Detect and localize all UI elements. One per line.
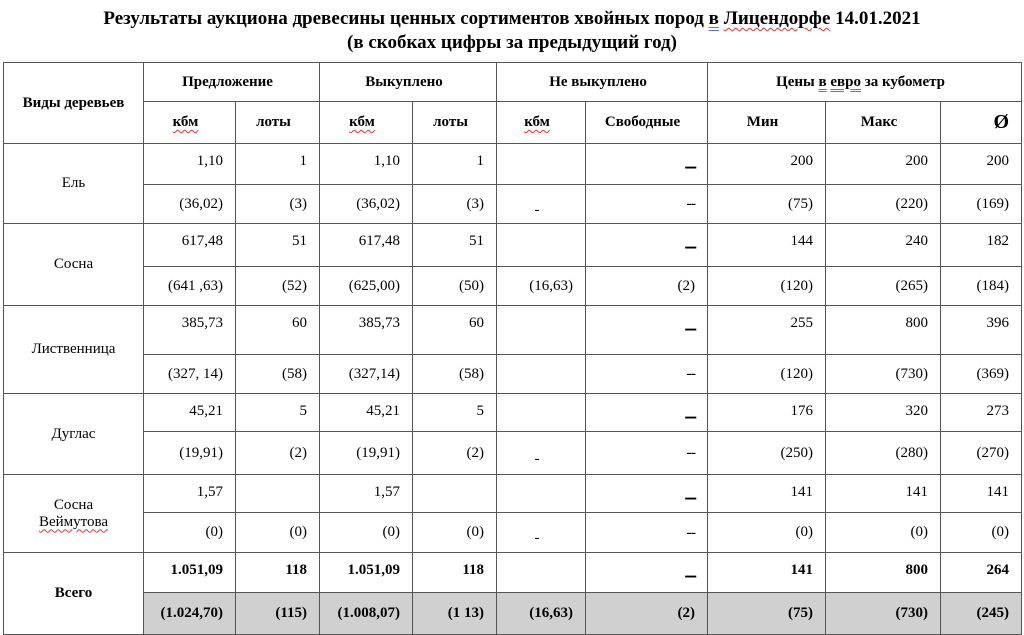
row-prev-empty-mark: --: [686, 523, 696, 541]
row-cur-offer-lots: [236, 475, 320, 513]
species-1-current-row: [4, 224, 1022, 267]
header-max: Макс: [826, 102, 941, 144]
row-cur-bought-lots: [413, 475, 497, 513]
total-prev-bought-kbm: (1.008,07): [320, 593, 413, 635]
row-cur-avg: 182: [941, 224, 1022, 267]
row-prev-bought-kbm: (625,00): [320, 267, 413, 306]
species-4-current-row: [4, 475, 1022, 513]
total-prev-min: (75): [708, 593, 826, 635]
header-row-1: [4, 63, 1022, 102]
row-prev-notbought-kbm: (16,63): [497, 267, 586, 306]
row-cur-notbought-kbm: [497, 394, 586, 432]
row-prev-empty-mark: --: [686, 444, 696, 461]
row-prev-notbought-kbm: [497, 355, 586, 394]
row-prev-empty-mark: --: [686, 195, 696, 212]
row-prev-max: (265): [826, 267, 941, 306]
row-cur-notbought-kbm: [497, 306, 586, 355]
row-cur-empty-mark: --: [684, 484, 696, 509]
row-prev-max: (220): [826, 185, 941, 224]
row-cur-empty-mark: --: [684, 403, 696, 428]
total-prev-notbought-kbm: (16,63): [497, 593, 586, 635]
row-cur-max: 141: [826, 475, 941, 513]
row-prev-avg: (169): [941, 185, 1022, 224]
total-prev-avg: (245): [941, 593, 1022, 635]
row-prev-min: (75): [708, 185, 826, 224]
row-cur-avg: 141: [941, 475, 1022, 513]
species-name: Сосна Веймутова: [4, 475, 144, 553]
row-cur-max: 320: [826, 394, 941, 432]
total-cur-max: 800: [826, 553, 941, 593]
row-prev-bought-kbm: (19,91): [320, 432, 413, 475]
row-cur-offer-lots: 5: [236, 394, 320, 432]
header-row-2: [4, 102, 1022, 144]
row-prev-free: [586, 432, 708, 475]
row-cur-offer-kbm: 385,73: [144, 306, 236, 355]
row-cur-max: 200: [826, 144, 941, 185]
row-prev-notbought-kbm: -: [497, 513, 586, 553]
species-3-previous-row: [4, 432, 1022, 475]
row-prev-notbought-kbm: -: [497, 432, 586, 475]
title-line-1: [0, 0, 1024, 31]
title-in: в: [708, 8, 719, 29]
species-name: Ель: [4, 144, 144, 224]
row-prev-bought-lots: (2): [413, 432, 497, 475]
header-offer: Предложение: [144, 63, 320, 102]
row-prev-bought-lots: (3): [413, 185, 497, 224]
document-title: [0, 0, 1024, 56]
row-prev-avg: (369): [941, 355, 1022, 394]
row-cur-notbought-kbm: [497, 224, 586, 267]
row-cur-bought-kbm: 45,21: [320, 394, 413, 432]
species-2-previous-row: [4, 355, 1022, 394]
header-not-bought: Не выкуплено: [497, 63, 708, 102]
species-2-current-row: [4, 306, 1022, 355]
row-cur-bought-kbm: 1,57: [320, 475, 413, 513]
row-cur-offer-kbm: 1,57: [144, 475, 236, 513]
row-prev-offer-lots: (52): [236, 267, 320, 306]
row-prev-offer-kbm: (641 ,63): [144, 267, 236, 306]
row-prev-bought-lots: (0): [413, 513, 497, 553]
row-cur-min: 255: [708, 306, 826, 355]
row-cur-avg: 396: [941, 306, 1022, 355]
total-cur-offer-lots: 118: [236, 553, 320, 593]
total-prev-free: (2): [586, 593, 708, 635]
row-cur-offer-lots: 60: [236, 306, 320, 355]
row-prev-offer-lots: (2): [236, 432, 320, 475]
total-cur-bought-kbm: 1.051,09: [320, 553, 413, 593]
row-cur-offer-kbm: 45,21: [144, 394, 236, 432]
row-prev-bought-kbm: (327,14): [320, 355, 413, 394]
row-prev-min: (0): [708, 513, 826, 553]
row-cur-bought-lots: 5: [413, 394, 497, 432]
row-prev-min: (120): [708, 355, 826, 394]
row-cur-min: 144: [708, 224, 826, 267]
row-prev-avg: (0): [941, 513, 1022, 553]
row-cur-free: [586, 306, 708, 355]
row-cur-bought-kbm: 617,48: [320, 224, 413, 267]
row-cur-notbought-kbm: [497, 144, 586, 185]
row-cur-max: 800: [826, 306, 941, 355]
row-cur-free: [586, 224, 708, 267]
table-body: [4, 144, 1022, 635]
row-cur-free: [586, 144, 708, 185]
total-current-row: [4, 553, 1022, 593]
total-prev-offer-kbm: (1.024,70): [144, 593, 236, 635]
total-cur-avg: 264: [941, 553, 1022, 593]
species-name: Дуглас: [4, 394, 144, 475]
row-cur-max: 240: [826, 224, 941, 267]
row-prev-avg: (184): [941, 267, 1022, 306]
row-prev-bought-lots: (58): [413, 355, 497, 394]
total-prev-bought-lots: (1 13): [413, 593, 497, 635]
header-offer-lots: лоты: [236, 102, 320, 144]
row-cur-avg: 200: [941, 144, 1022, 185]
row-prev-empty-mark: --: [686, 365, 696, 382]
row-prev-free: [586, 513, 708, 553]
species-1-previous-row: [4, 267, 1022, 306]
row-prev-min: (250): [708, 432, 826, 475]
row-prev-free: (2): [586, 267, 708, 306]
title-place: Лицендорфе: [723, 8, 831, 29]
species-name: Лиственница: [4, 306, 144, 394]
row-cur-bought-lots: 1: [413, 144, 497, 185]
row-prev-offer-kbm: (19,91): [144, 432, 236, 475]
header-species: Виды деревьев: [4, 63, 144, 144]
row-prev-max: (730): [826, 355, 941, 394]
row-cur-bought-kbm: 1,10: [320, 144, 413, 185]
species-3-current-row: [4, 394, 1022, 432]
row-cur-offer-kbm: 617,48: [144, 224, 236, 267]
row-prev-offer-lots: (3): [236, 185, 320, 224]
row-prev-free: [586, 355, 708, 394]
header-bought-kbm: кбм: [320, 102, 413, 144]
total-cur-offer-kbm: 1.051,09: [144, 553, 236, 593]
title-line-2: (в скобках цифры за предыдущий год): [347, 32, 677, 53]
row-cur-free: [586, 475, 708, 513]
species-0-previous-row: [4, 185, 1022, 224]
row-cur-bought-lots: 51: [413, 224, 497, 267]
title-main: Результаты аукциона древесины ценных сортиментов хвойных пород: [103, 8, 704, 29]
total-cur-bought-lots: 118: [413, 553, 497, 593]
header-free: Свободные: [586, 102, 708, 144]
row-cur-offer-lots: 51: [236, 224, 320, 267]
row-cur-empty-mark: --: [684, 233, 696, 258]
row-prev-offer-kbm: (327, 14): [144, 355, 236, 394]
species-0-current-row: [4, 144, 1022, 185]
row-cur-offer-kbm: 1,10: [144, 144, 236, 185]
row-cur-bought-kbm: 385,73: [320, 306, 413, 355]
row-prev-notbought-kbm: -: [497, 185, 586, 224]
total-label: Всего: [4, 553, 144, 635]
header-offer-kbm: кбм: [144, 102, 236, 144]
row-cur-empty-mark: --: [684, 153, 696, 178]
total-prev-offer-lots: (115): [236, 593, 320, 635]
total-cur-min: 141: [708, 553, 826, 593]
row-prev-avg: (270): [941, 432, 1022, 475]
row-cur-min: 141: [708, 475, 826, 513]
total-cur-empty-mark: --: [684, 562, 696, 587]
species-name: Сосна: [4, 224, 144, 306]
row-cur-free: [586, 394, 708, 432]
header-prices: Цены в евро за кубометр: [708, 63, 1022, 102]
total-cur-free: [586, 553, 708, 593]
row-cur-offer-lots: 1: [236, 144, 320, 185]
row-cur-avg: 273: [941, 394, 1022, 432]
header-avg: Ø: [941, 102, 1022, 144]
header-bought: Выкуплено: [320, 63, 497, 102]
row-cur-empty-mark: --: [684, 315, 696, 340]
row-prev-offer-kbm: (0): [144, 513, 236, 553]
auction-results-table: [3, 62, 1022, 635]
row-prev-max: (280): [826, 432, 941, 475]
row-prev-bought-lots: (50): [413, 267, 497, 306]
row-prev-free: [586, 185, 708, 224]
row-cur-bought-lots: 60: [413, 306, 497, 355]
row-prev-offer-kbm: (36,02): [144, 185, 236, 224]
header-bought-lots: лоты: [413, 102, 497, 144]
row-cur-min: 200: [708, 144, 826, 185]
species-4-previous-row: [4, 513, 1022, 553]
row-prev-max: (0): [826, 513, 941, 553]
row-prev-offer-lots: (58): [236, 355, 320, 394]
row-prev-min: (120): [708, 267, 826, 306]
row-cur-min: 176: [708, 394, 826, 432]
row-prev-bought-kbm: (36,02): [320, 185, 413, 224]
title-date: 14.01.2021: [835, 8, 921, 29]
row-prev-bought-kbm: (0): [320, 513, 413, 553]
row-prev-offer-lots: (0): [236, 513, 320, 553]
total-previous-row: [4, 593, 1022, 635]
total-cur-notbought-kbm: [497, 553, 586, 593]
row-cur-notbought-kbm: [497, 475, 586, 513]
header-not-bought-kbm: кбм: [497, 102, 586, 144]
header-min: Мин: [708, 102, 826, 144]
total-prev-max: (730): [826, 593, 941, 635]
